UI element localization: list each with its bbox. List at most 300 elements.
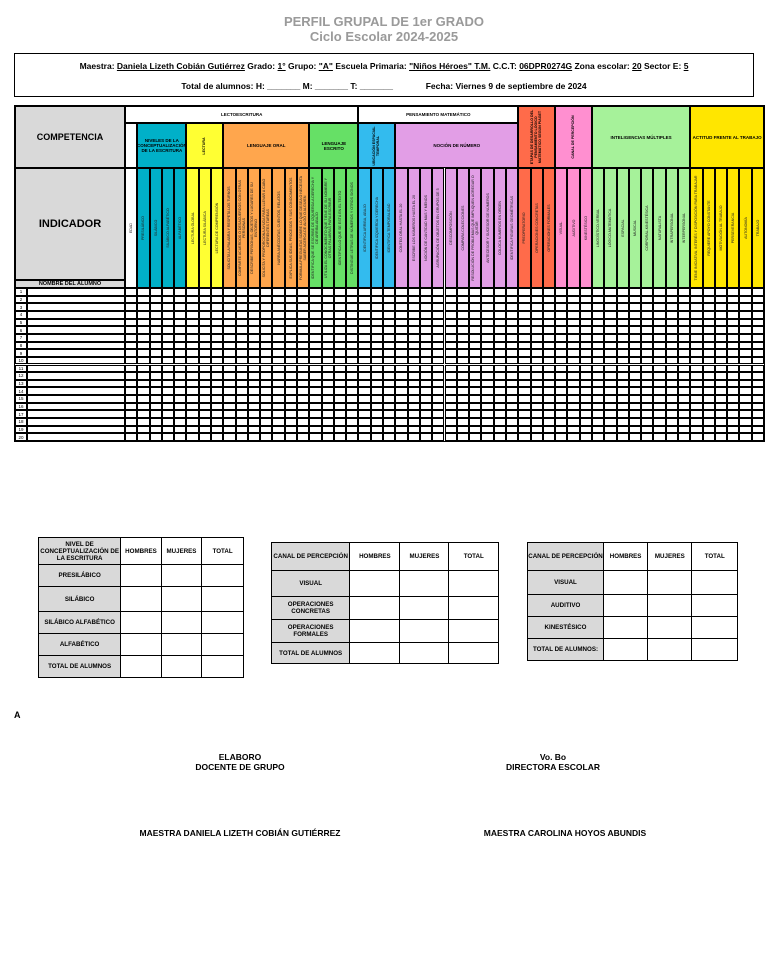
grid-cell[interactable] <box>531 395 543 403</box>
grid-cell[interactable] <box>678 326 690 334</box>
grid-cell[interactable] <box>604 288 616 296</box>
grid-cell[interactable] <box>543 357 555 365</box>
grid-cell[interactable] <box>150 365 162 373</box>
grid-cell[interactable] <box>481 372 493 380</box>
grid-cell[interactable] <box>297 410 309 418</box>
grid-cell[interactable] <box>604 380 616 388</box>
grid-cell[interactable] <box>211 365 223 373</box>
grid-cell[interactable] <box>592 334 604 342</box>
grid-cell[interactable] <box>580 418 592 426</box>
grid-cell[interactable] <box>346 311 358 319</box>
grid-cell[interactable] <box>678 311 690 319</box>
grid-cell[interactable] <box>285 357 297 365</box>
grid-cell[interactable] <box>666 433 678 441</box>
grid-cell[interactable] <box>518 403 530 411</box>
table-cell[interactable] <box>161 587 201 612</box>
grid-cell[interactable] <box>469 288 481 296</box>
t-field[interactable]: T: _______ <box>350 81 393 91</box>
grid-cell[interactable] <box>199 303 211 311</box>
grid-cell[interactable] <box>174 319 186 327</box>
grid-cell[interactable] <box>248 403 260 411</box>
grid-cell[interactable] <box>543 334 555 342</box>
grid-cell[interactable] <box>322 410 334 418</box>
grid-cell[interactable] <box>715 418 727 426</box>
grid-cell[interactable] <box>408 357 420 365</box>
grid-cell[interactable] <box>309 334 321 342</box>
grid-cell[interactable] <box>469 349 481 357</box>
grid-cell[interactable] <box>543 380 555 388</box>
grid-cell[interactable] <box>346 334 358 342</box>
grid-cell[interactable] <box>162 403 174 411</box>
grid-cell[interactable] <box>727 433 739 441</box>
grid-cell[interactable] <box>223 387 235 395</box>
grid-cell[interactable] <box>445 410 457 418</box>
grid-cell[interactable] <box>137 311 149 319</box>
grid-cell[interactable] <box>199 326 211 334</box>
grid-cell[interactable] <box>592 418 604 426</box>
grid-cell[interactable] <box>248 334 260 342</box>
grid-cell[interactable] <box>322 334 334 342</box>
grid-cell[interactable] <box>137 410 149 418</box>
grid-cell[interactable] <box>666 372 678 380</box>
grid-cell[interactable] <box>555 349 567 357</box>
grid-cell[interactable] <box>272 418 284 426</box>
grid-cell[interactable] <box>567 418 579 426</box>
grid-cell[interactable] <box>408 418 420 426</box>
grid-cell[interactable] <box>629 380 641 388</box>
grid-cell[interactable] <box>383 334 395 342</box>
grid-cell[interactable] <box>506 288 518 296</box>
grid-cell[interactable] <box>666 349 678 357</box>
grid-cell[interactable] <box>555 334 567 342</box>
grid-cell[interactable] <box>481 319 493 327</box>
grid-cell[interactable] <box>469 303 481 311</box>
grid-cell[interactable] <box>555 387 567 395</box>
grid-cell[interactable] <box>174 349 186 357</box>
grid-cell[interactable] <box>469 311 481 319</box>
grid-cell[interactable] <box>162 342 174 350</box>
grid-cell[interactable] <box>518 365 530 373</box>
grid-cell[interactable] <box>125 372 137 380</box>
grid-cell[interactable] <box>543 303 555 311</box>
grid-cell[interactable] <box>322 395 334 403</box>
grid-cell[interactable] <box>653 365 665 373</box>
grid-cell[interactable] <box>358 410 370 418</box>
grid-cell[interactable] <box>531 433 543 441</box>
grid-cell[interactable] <box>211 395 223 403</box>
grid-cell[interactable] <box>703 288 715 296</box>
grid-cell[interactable] <box>420 334 432 342</box>
grid-cell[interactable] <box>715 410 727 418</box>
grid-cell[interactable] <box>383 342 395 350</box>
grid-cell[interactable] <box>395 319 407 327</box>
grid-cell[interactable] <box>248 418 260 426</box>
grid-cell[interactable] <box>260 410 272 418</box>
grid-cell[interactable] <box>383 288 395 296</box>
grid-cell[interactable] <box>371 410 383 418</box>
grid-cell[interactable] <box>383 296 395 304</box>
grid-cell[interactable] <box>641 349 653 357</box>
grid-cell[interactable] <box>617 288 629 296</box>
grid-cell[interactable] <box>469 418 481 426</box>
grid-cell[interactable] <box>408 334 420 342</box>
grid-cell[interactable] <box>309 403 321 411</box>
grid-cell[interactable] <box>248 288 260 296</box>
grid-cell[interactable] <box>727 326 739 334</box>
table-cell[interactable] <box>121 565 162 587</box>
grid-cell[interactable] <box>334 387 346 395</box>
grid-cell[interactable] <box>567 349 579 357</box>
grid-cell[interactable] <box>567 334 579 342</box>
grid-cell[interactable] <box>543 410 555 418</box>
grid-cell[interactable] <box>223 395 235 403</box>
grid-cell[interactable] <box>236 349 248 357</box>
grid-cell[interactable] <box>678 387 690 395</box>
grid-cell[interactable] <box>223 319 235 327</box>
grid-cell[interactable] <box>174 326 186 334</box>
grid-cell[interactable] <box>457 380 469 388</box>
grid-cell[interactable] <box>494 357 506 365</box>
grid-cell[interactable] <box>678 319 690 327</box>
grid-cell[interactable] <box>346 296 358 304</box>
grid-cell[interactable] <box>629 326 641 334</box>
grid-cell[interactable] <box>125 365 137 373</box>
grid-cell[interactable] <box>186 365 198 373</box>
grid-cell[interactable] <box>125 357 137 365</box>
grid-cell[interactable] <box>752 418 764 426</box>
grid-cell[interactable] <box>506 395 518 403</box>
grid-cell[interactable] <box>592 357 604 365</box>
grid-cell[interactable] <box>678 349 690 357</box>
grid-cell[interactable] <box>346 365 358 373</box>
grid-cell[interactable] <box>186 357 198 365</box>
grid-cell[interactable] <box>641 342 653 350</box>
grid-cell[interactable] <box>543 319 555 327</box>
grid-cell[interactable] <box>125 342 137 350</box>
grid-cell[interactable] <box>334 342 346 350</box>
table-cell[interactable] <box>449 620 499 643</box>
grid-cell[interactable] <box>334 380 346 388</box>
grid-cell[interactable] <box>666 380 678 388</box>
grid-cell[interactable] <box>506 380 518 388</box>
grid-cell[interactable] <box>469 296 481 304</box>
grid-cell[interactable] <box>567 433 579 441</box>
grid-cell[interactable] <box>432 410 444 418</box>
grid-cell[interactable] <box>432 395 444 403</box>
grid-cell[interactable] <box>481 357 493 365</box>
grid-cell[interactable] <box>211 410 223 418</box>
grid-cell[interactable] <box>162 372 174 380</box>
table-cell[interactable] <box>400 597 449 620</box>
grid-cell[interactable] <box>629 365 641 373</box>
grid-cell[interactable] <box>752 365 764 373</box>
grid-cell[interactable] <box>395 296 407 304</box>
student-name-cell[interactable] <box>27 311 125 319</box>
grid-cell[interactable] <box>322 403 334 411</box>
grid-cell[interactable] <box>432 426 444 434</box>
grid-cell[interactable] <box>703 326 715 334</box>
grid-cell[interactable] <box>199 319 211 327</box>
grid-cell[interactable] <box>125 395 137 403</box>
grid-cell[interactable] <box>641 288 653 296</box>
grid-cell[interactable] <box>580 311 592 319</box>
grid-cell[interactable] <box>518 395 530 403</box>
grid-cell[interactable] <box>125 403 137 411</box>
grid-cell[interactable] <box>469 334 481 342</box>
grid-cell[interactable] <box>567 426 579 434</box>
grid-cell[interactable] <box>395 403 407 411</box>
grid-cell[interactable] <box>641 303 653 311</box>
grid-cell[interactable] <box>358 387 370 395</box>
grid-cell[interactable] <box>715 326 727 334</box>
grid-cell[interactable] <box>272 372 284 380</box>
grid-cell[interactable] <box>469 319 481 327</box>
grid-cell[interactable] <box>137 380 149 388</box>
grid-cell[interactable] <box>358 303 370 311</box>
grid-cell[interactable] <box>518 288 530 296</box>
grid-cell[interactable] <box>653 387 665 395</box>
grid-cell[interactable] <box>567 303 579 311</box>
grid-cell[interactable] <box>506 387 518 395</box>
grid-cell[interactable] <box>285 433 297 441</box>
grid-cell[interactable] <box>457 372 469 380</box>
grid-cell[interactable] <box>739 426 751 434</box>
grid-cell[interactable] <box>322 319 334 327</box>
student-name-cell[interactable] <box>27 349 125 357</box>
table-cell[interactable] <box>449 597 499 620</box>
grid-cell[interactable] <box>666 342 678 350</box>
grid-cell[interactable] <box>272 357 284 365</box>
grid-cell[interactable] <box>445 403 457 411</box>
grid-cell[interactable] <box>555 319 567 327</box>
grid-cell[interactable] <box>199 365 211 373</box>
grid-cell[interactable] <box>555 303 567 311</box>
grid-cell[interactable] <box>641 334 653 342</box>
grid-cell[interactable] <box>395 433 407 441</box>
grid-cell[interactable] <box>715 380 727 388</box>
grid-cell[interactable] <box>150 288 162 296</box>
grid-cell[interactable] <box>690 403 702 411</box>
grid-cell[interactable] <box>752 403 764 411</box>
grid-cell[interactable] <box>383 372 395 380</box>
grid-cell[interactable] <box>506 303 518 311</box>
grid-cell[interactable] <box>457 334 469 342</box>
grid-cell[interactable] <box>653 342 665 350</box>
grid-cell[interactable] <box>518 349 530 357</box>
grid-cell[interactable] <box>371 433 383 441</box>
grid-cell[interactable] <box>358 342 370 350</box>
grid-cell[interactable] <box>199 387 211 395</box>
grid-cell[interactable] <box>592 296 604 304</box>
grid-cell[interactable] <box>358 395 370 403</box>
grid-cell[interactable] <box>322 288 334 296</box>
grid-cell[interactable] <box>739 303 751 311</box>
grid-cell[interactable] <box>199 296 211 304</box>
grid-cell[interactable] <box>272 433 284 441</box>
grid-cell[interactable] <box>309 433 321 441</box>
grid-cell[interactable] <box>703 303 715 311</box>
grid-cell[interactable] <box>248 342 260 350</box>
grid-cell[interactable] <box>334 288 346 296</box>
grid-cell[interactable] <box>531 426 543 434</box>
grid-cell[interactable] <box>248 326 260 334</box>
grid-cell[interactable] <box>223 349 235 357</box>
grid-cell[interactable] <box>629 426 641 434</box>
grid-cell[interactable] <box>543 349 555 357</box>
grid-cell[interactable] <box>727 403 739 411</box>
grid-cell[interactable] <box>199 433 211 441</box>
grid-cell[interactable] <box>518 326 530 334</box>
grid-cell[interactable] <box>703 433 715 441</box>
student-name-cell[interactable] <box>27 342 125 350</box>
grid-cell[interactable] <box>506 319 518 327</box>
grid-cell[interactable] <box>531 319 543 327</box>
grid-cell[interactable] <box>223 303 235 311</box>
grid-cell[interactable] <box>617 349 629 357</box>
grid-cell[interactable] <box>420 395 432 403</box>
grid-cell[interactable] <box>653 372 665 380</box>
grid-cell[interactable] <box>703 357 715 365</box>
grid-cell[interactable] <box>580 326 592 334</box>
grid-cell[interactable] <box>580 303 592 311</box>
grid-cell[interactable] <box>506 410 518 418</box>
grid-cell[interactable] <box>653 319 665 327</box>
grid-cell[interactable] <box>334 410 346 418</box>
grid-cell[interactable] <box>567 357 579 365</box>
grid-cell[interactable] <box>690 334 702 342</box>
grid-cell[interactable] <box>236 357 248 365</box>
grid-cell[interactable] <box>617 326 629 334</box>
grid-cell[interactable] <box>346 403 358 411</box>
grid-cell[interactable] <box>531 418 543 426</box>
grid-cell[interactable] <box>260 342 272 350</box>
grid-cell[interactable] <box>150 426 162 434</box>
m-field[interactable]: M: _______ <box>302 81 349 91</box>
grid-cell[interactable] <box>629 418 641 426</box>
grid-cell[interactable] <box>334 365 346 373</box>
grid-cell[interactable] <box>346 410 358 418</box>
grid-cell[interactable] <box>445 433 457 441</box>
grid-cell[interactable] <box>752 410 764 418</box>
grid-cell[interactable] <box>752 319 764 327</box>
grid-cell[interactable] <box>752 433 764 441</box>
grid-cell[interactable] <box>432 288 444 296</box>
grid-cell[interactable] <box>641 357 653 365</box>
grid-cell[interactable] <box>690 296 702 304</box>
grid-cell[interactable] <box>322 342 334 350</box>
grid-cell[interactable] <box>543 311 555 319</box>
grid-cell[interactable] <box>150 349 162 357</box>
grid-cell[interactable] <box>150 387 162 395</box>
grid-cell[interactable] <box>395 365 407 373</box>
grid-cell[interactable] <box>371 311 383 319</box>
grid-cell[interactable] <box>629 403 641 411</box>
grid-cell[interactable] <box>297 357 309 365</box>
grid-cell[interactable] <box>125 380 137 388</box>
grid-cell[interactable] <box>494 319 506 327</box>
grid-cell[interactable] <box>678 410 690 418</box>
grid-cell[interactable] <box>481 380 493 388</box>
grid-cell[interactable] <box>137 418 149 426</box>
grid-cell[interactable] <box>739 311 751 319</box>
grid-cell[interactable] <box>469 372 481 380</box>
grid-cell[interactable] <box>727 342 739 350</box>
grid-cell[interactable] <box>432 326 444 334</box>
grid-cell[interactable] <box>531 372 543 380</box>
grid-cell[interactable] <box>162 349 174 357</box>
grid-cell[interactable] <box>346 349 358 357</box>
grid-cell[interactable] <box>457 303 469 311</box>
grid-cell[interactable] <box>653 426 665 434</box>
grid-cell[interactable] <box>162 311 174 319</box>
grid-cell[interactable] <box>174 303 186 311</box>
grid-cell[interactable] <box>371 288 383 296</box>
grid-cell[interactable] <box>395 334 407 342</box>
grid-cell[interactable] <box>666 365 678 373</box>
grid-cell[interactable] <box>162 365 174 373</box>
grid-cell[interactable] <box>395 380 407 388</box>
grid-cell[interactable] <box>445 303 457 311</box>
grid-cell[interactable] <box>555 418 567 426</box>
grid-cell[interactable] <box>186 426 198 434</box>
grid-cell[interactable] <box>309 311 321 319</box>
grid-cell[interactable] <box>678 433 690 441</box>
grid-cell[interactable] <box>653 288 665 296</box>
grid-cell[interactable] <box>322 372 334 380</box>
grid-cell[interactable] <box>678 372 690 380</box>
grid-cell[interactable] <box>162 334 174 342</box>
grid-cell[interactable] <box>727 303 739 311</box>
grid-cell[interactable] <box>629 357 641 365</box>
grid-cell[interactable] <box>297 349 309 357</box>
grid-cell[interactable] <box>322 387 334 395</box>
grid-cell[interactable] <box>272 296 284 304</box>
grid-cell[interactable] <box>432 319 444 327</box>
grid-cell[interactable] <box>358 288 370 296</box>
grid-cell[interactable] <box>334 426 346 434</box>
grid-cell[interactable] <box>432 418 444 426</box>
grid-cell[interactable] <box>666 311 678 319</box>
grid-cell[interactable] <box>469 387 481 395</box>
grid-cell[interactable] <box>555 288 567 296</box>
grid-cell[interactable] <box>150 395 162 403</box>
grid-cell[interactable] <box>580 433 592 441</box>
grid-cell[interactable] <box>518 296 530 304</box>
grid-cell[interactable] <box>567 311 579 319</box>
grid-cell[interactable] <box>371 349 383 357</box>
grid-cell[interactable] <box>518 380 530 388</box>
grid-cell[interactable] <box>457 288 469 296</box>
grid-cell[interactable] <box>334 395 346 403</box>
grid-cell[interactable] <box>469 426 481 434</box>
grid-cell[interactable] <box>322 326 334 334</box>
grid-cell[interactable] <box>690 410 702 418</box>
grid-cell[interactable] <box>346 387 358 395</box>
grid-cell[interactable] <box>236 334 248 342</box>
grid-cell[interactable] <box>739 410 751 418</box>
grid-cell[interactable] <box>690 326 702 334</box>
grid-cell[interactable] <box>186 311 198 319</box>
grid-cell[interactable] <box>346 288 358 296</box>
grid-cell[interactable] <box>285 387 297 395</box>
grid-cell[interactable] <box>445 387 457 395</box>
grid-cell[interactable] <box>518 342 530 350</box>
grid-cell[interactable] <box>420 288 432 296</box>
grid-cell[interactable] <box>715 395 727 403</box>
grid-cell[interactable] <box>653 349 665 357</box>
grid-cell[interactable] <box>297 311 309 319</box>
grid-cell[interactable] <box>567 387 579 395</box>
